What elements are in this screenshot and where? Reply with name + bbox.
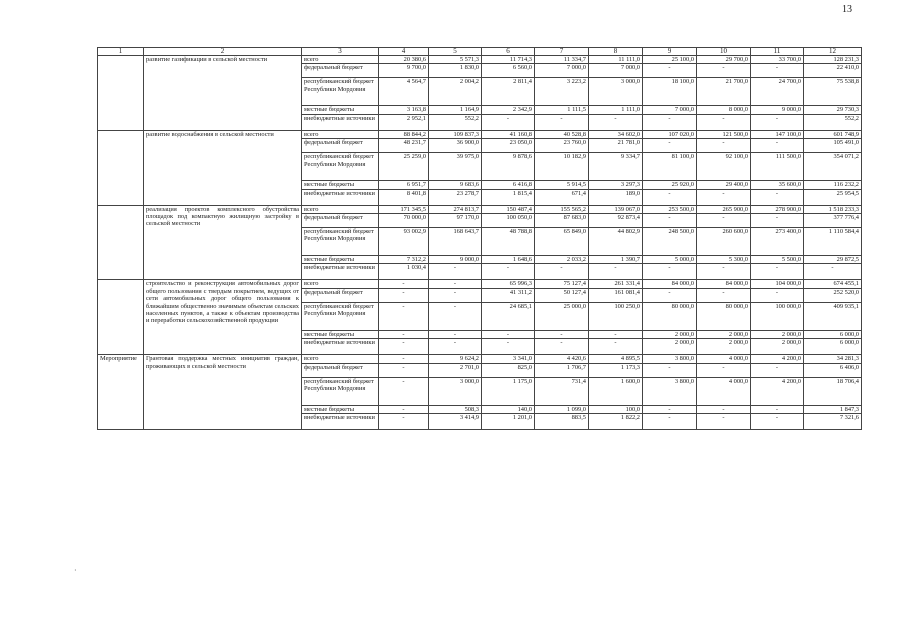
value-cell: 354 071,2 <box>804 153 862 181</box>
value-cell: - <box>482 114 535 130</box>
value-cell: 1 600,0 <box>589 377 643 405</box>
value-cell: 4 000,0 <box>697 355 751 363</box>
value-cell: 7 321,6 <box>804 414 862 430</box>
value-cell: 84 000,0 <box>643 280 697 288</box>
value-cell: 29 400,0 <box>697 181 751 189</box>
value-cell: 2 000,0 <box>697 330 751 338</box>
value-cell: - <box>535 330 589 338</box>
value-cell: 25 954,5 <box>804 189 862 205</box>
value-cell: 3 000,0 <box>589 78 643 106</box>
value-cell: 6 416,8 <box>482 181 535 189</box>
value-cell: - <box>482 264 535 280</box>
value-cell: 7 312,2 <box>379 256 429 264</box>
value-cell: 260 600,0 <box>697 228 751 256</box>
value-cell: 674 455,1 <box>804 280 862 288</box>
value-cell: 150 487,4 <box>482 205 535 213</box>
value-cell: 41 160,8 <box>482 130 535 138</box>
funding-source-cell: федеральный бюджет <box>302 64 379 78</box>
value-cell: 33 700,0 <box>751 56 804 64</box>
value-cell: 109 837,3 <box>429 130 482 138</box>
value-cell: 4 200,0 <box>751 355 804 363</box>
header-cell: 5 <box>429 48 482 56</box>
value-cell: 44 802,9 <box>589 228 643 256</box>
value-cell: 80 000,0 <box>697 302 751 330</box>
value-cell: 6 951,7 <box>379 181 429 189</box>
value-cell: 4 895,5 <box>589 355 643 363</box>
value-cell: 35 600,0 <box>751 181 804 189</box>
value-cell: - <box>379 330 429 338</box>
value-cell: - <box>751 139 804 153</box>
value-cell: 100,0 <box>589 405 643 413</box>
table-row <box>98 56 862 64</box>
value-cell: 4 420,6 <box>535 355 589 363</box>
value-cell: - <box>751 264 804 280</box>
value-cell: - <box>379 355 429 363</box>
value-cell: - <box>751 114 804 130</box>
value-cell: 6 560,0 <box>482 64 535 78</box>
value-cell: - <box>379 339 429 355</box>
value-cell: 147 100,0 <box>751 130 804 138</box>
value-cell: 18 100,0 <box>643 78 697 106</box>
measure-title-cell: развитие водоснабжения в сельской местности <box>144 130 302 205</box>
header-cell: 8 <box>589 48 643 56</box>
value-cell: 9 878,6 <box>482 153 535 181</box>
value-cell: 1 111,0 <box>589 106 643 114</box>
funding-source-cell: внебюджетные источники <box>302 414 379 430</box>
value-cell: 825,0 <box>482 363 535 377</box>
value-cell: 8 000,0 <box>697 106 751 114</box>
value-cell: 4 200,0 <box>751 377 804 405</box>
value-cell: 731,4 <box>535 377 589 405</box>
funding-source-cell: республиканский бюджет Республики Мордовия <box>302 377 379 405</box>
value-cell: - <box>589 339 643 355</box>
value-cell: - <box>429 339 482 355</box>
value-cell: 1 830,0 <box>429 64 482 78</box>
header-cell: 4 <box>379 48 429 56</box>
header-cell: 10 <box>697 48 751 56</box>
value-cell: 128 231,3 <box>804 56 862 64</box>
funding-source-cell: всего <box>302 355 379 363</box>
value-cell: 104 000,0 <box>751 280 804 288</box>
value-cell: 70 000,0 <box>379 214 429 228</box>
header-cell: 1 <box>98 48 144 56</box>
value-cell: - <box>751 214 804 228</box>
funding-source-cell: внебюджетные источники <box>302 264 379 280</box>
value-cell: 248 500,0 <box>643 228 697 256</box>
value-cell: 29 700,0 <box>697 56 751 64</box>
value-cell: 552,2 <box>804 114 862 130</box>
value-cell: 2 000,0 <box>643 339 697 355</box>
value-cell: - <box>482 330 535 338</box>
value-cell: - <box>535 264 589 280</box>
value-cell: 80 000,0 <box>643 302 697 330</box>
value-cell: - <box>643 288 697 302</box>
value-cell: 40 528,8 <box>535 130 589 138</box>
value-cell: 3 800,0 <box>643 377 697 405</box>
value-cell: 1 706,7 <box>535 363 589 377</box>
value-cell: - <box>643 64 697 78</box>
value-cell: 409 935,1 <box>804 302 862 330</box>
value-cell: 168 643,7 <box>429 228 482 256</box>
value-cell: 65 849,0 <box>535 228 589 256</box>
value-cell: 3 000,0 <box>429 377 482 405</box>
value-cell: 100 000,0 <box>751 302 804 330</box>
value-cell: - <box>804 264 862 280</box>
table-header-row <box>98 48 862 56</box>
value-cell: 3 163,8 <box>379 106 429 114</box>
value-cell: - <box>379 302 429 330</box>
value-cell: 7 000,0 <box>535 64 589 78</box>
value-cell: 1 173,3 <box>589 363 643 377</box>
funding-source-cell: республиканский бюджет Республики Мордовия <box>302 153 379 181</box>
value-cell: 4 564,7 <box>379 78 429 106</box>
header-cell: 12 <box>804 48 862 56</box>
value-cell: 18 706,4 <box>804 377 862 405</box>
value-cell: 105 491,0 <box>804 139 862 153</box>
value-cell: 155 565,2 <box>535 205 589 213</box>
header-cell: 7 <box>535 48 589 56</box>
value-cell: - <box>697 114 751 130</box>
value-cell: 278 900,0 <box>751 205 804 213</box>
value-cell: 29 872,5 <box>804 256 862 264</box>
value-cell: 88 844,2 <box>379 130 429 138</box>
value-cell: - <box>429 302 482 330</box>
value-cell: 111 500,0 <box>751 153 804 181</box>
header-cell: 11 <box>751 48 804 56</box>
funding-source-cell: республиканский бюджет Республики Мордовия <box>302 302 379 330</box>
funding-source-cell: всего <box>302 130 379 138</box>
value-cell: 3 341,0 <box>482 355 535 363</box>
value-cell: - <box>482 339 535 355</box>
value-cell: 1 390,7 <box>589 256 643 264</box>
value-cell: 48 231,7 <box>379 139 429 153</box>
header-cell: 3 <box>302 48 379 56</box>
table-row <box>98 205 862 213</box>
value-cell: 601 748,9 <box>804 130 862 138</box>
value-cell: 65 996,3 <box>482 280 535 288</box>
value-cell: 252 520,0 <box>804 288 862 302</box>
funding-source-cell: республиканский бюджет Республики Мордовия <box>302 78 379 106</box>
value-cell: 24 685,1 <box>482 302 535 330</box>
value-cell: 21 781,0 <box>589 139 643 153</box>
value-cell: 171 345,5 <box>379 205 429 213</box>
value-cell: 2 000,0 <box>751 330 804 338</box>
value-cell: 9 700,0 <box>379 64 429 78</box>
value-cell: 50 127,4 <box>535 288 589 302</box>
value-cell: - <box>379 280 429 288</box>
value-cell: 1 175,0 <box>482 377 535 405</box>
budget-table <box>97 47 862 430</box>
funding-source-cell: местные бюджеты <box>302 256 379 264</box>
value-cell: 265 900,0 <box>697 205 751 213</box>
value-cell: 87 683,0 <box>535 214 589 228</box>
value-cell: 25 100,0 <box>643 56 697 64</box>
value-cell: 92 100,0 <box>697 153 751 181</box>
value-cell: - <box>589 264 643 280</box>
value-cell: 10 182,9 <box>535 153 589 181</box>
value-cell: 9 000,0 <box>751 106 804 114</box>
value-cell: 2 811,4 <box>482 78 535 106</box>
measure-title-cell: развитие газификации в сельской местности <box>144 56 302 131</box>
value-cell: - <box>751 288 804 302</box>
category-cell <box>98 205 144 280</box>
value-cell: - <box>535 339 589 355</box>
value-cell: 121 500,0 <box>697 130 751 138</box>
value-cell: 5 000,0 <box>643 256 697 264</box>
value-cell: 39 975,0 <box>429 153 482 181</box>
value-cell: 1 099,0 <box>535 405 589 413</box>
table-row <box>98 130 862 138</box>
value-cell: 1 822,2 <box>589 414 643 430</box>
value-cell: - <box>379 405 429 413</box>
value-cell: 23 760,0 <box>535 139 589 153</box>
value-cell: 7 000,0 <box>643 106 697 114</box>
value-cell: - <box>379 377 429 405</box>
value-cell: 139 067,0 <box>589 205 643 213</box>
category-cell <box>98 130 144 205</box>
value-cell: 11 111,0 <box>589 56 643 64</box>
value-cell: 97 170,0 <box>429 214 482 228</box>
value-cell: 34 602,0 <box>589 130 643 138</box>
value-cell: 2 004,2 <box>429 78 482 106</box>
value-cell: - <box>697 363 751 377</box>
value-cell: 6 406,0 <box>804 363 862 377</box>
value-cell: 5 571,3 <box>429 56 482 64</box>
funding-source-cell: всего <box>302 56 379 64</box>
value-cell: 6 000,0 <box>804 330 862 338</box>
value-cell: 9 334,7 <box>589 153 643 181</box>
value-cell: 9 000,0 <box>429 256 482 264</box>
category-cell <box>98 280 144 355</box>
value-cell: 11 714,3 <box>482 56 535 64</box>
measure-title-cell: строительство и реконструкция автомобильных дорог общего пользования с твердым покрытием, ведущих от сети автомобильных дорог общего пользования к ближайшим общественно значимым объектам сельских населенных пунктов, а также к объектам производства и переработки сельскохозяйственной продукции <box>144 280 302 355</box>
value-cell: 34 281,3 <box>804 355 862 363</box>
value-cell: 21 700,0 <box>697 78 751 106</box>
value-cell: - <box>643 189 697 205</box>
value-cell: - <box>751 405 804 413</box>
value-cell: 1 815,4 <box>482 189 535 205</box>
value-cell: 2 701,0 <box>429 363 482 377</box>
value-cell: - <box>643 214 697 228</box>
value-cell: - <box>643 114 697 130</box>
value-cell: 1 648,6 <box>482 256 535 264</box>
funding-source-cell: внебюджетные источники <box>302 189 379 205</box>
funding-source-cell: федеральный бюджет <box>302 363 379 377</box>
value-cell: 1 030,4 <box>379 264 429 280</box>
value-cell: - <box>379 288 429 302</box>
value-cell: 3 223,2 <box>535 78 589 106</box>
value-cell: - <box>379 414 429 430</box>
value-cell: 1 111,5 <box>535 106 589 114</box>
value-cell: - <box>429 264 482 280</box>
value-cell: - <box>751 189 804 205</box>
header-cell: 9 <box>643 48 697 56</box>
funding-source-cell: всего <box>302 280 379 288</box>
value-cell: - <box>643 405 697 413</box>
measure-title-cell: реализация проектов комплексного обустройства площадок под компактную жилищную застройку в сельской местности <box>144 205 302 280</box>
value-cell: 5 500,0 <box>751 256 804 264</box>
value-cell: - <box>429 288 482 302</box>
value-cell: 9 683,6 <box>429 181 482 189</box>
value-cell: 75 127,4 <box>535 280 589 288</box>
value-cell: - <box>589 330 643 338</box>
value-cell: 508,3 <box>429 405 482 413</box>
value-cell: - <box>643 363 697 377</box>
funding-source-cell: федеральный бюджет <box>302 214 379 228</box>
value-cell: 107 020,0 <box>643 130 697 138</box>
funding-source-cell: федеральный бюджет <box>302 139 379 153</box>
value-cell: 1 201,0 <box>482 414 535 430</box>
value-cell: - <box>429 330 482 338</box>
value-cell: 81 100,0 <box>643 153 697 181</box>
value-cell: - <box>751 64 804 78</box>
value-cell: 36 900,0 <box>429 139 482 153</box>
value-cell: 7 000,0 <box>589 64 643 78</box>
value-cell: 377 776,4 <box>804 214 862 228</box>
value-cell: 29 730,3 <box>804 106 862 114</box>
value-cell: 2 000,0 <box>697 339 751 355</box>
value-cell: 161 081,4 <box>589 288 643 302</box>
header-cell: 2 <box>144 48 302 56</box>
value-cell: 41 311,2 <box>482 288 535 302</box>
scan-mark: · <box>74 566 77 575</box>
value-cell: 25 259,0 <box>379 153 429 181</box>
value-cell: 261 331,4 <box>589 280 643 288</box>
value-cell: - <box>697 405 751 413</box>
value-cell: - <box>751 363 804 377</box>
value-cell: 23 278,7 <box>429 189 482 205</box>
value-cell: 3 297,3 <box>589 181 643 189</box>
value-cell: 25 920,0 <box>643 181 697 189</box>
value-cell: 1 164,9 <box>429 106 482 114</box>
value-cell: - <box>643 264 697 280</box>
value-cell: 75 538,8 <box>804 78 862 106</box>
header-cell: 6 <box>482 48 535 56</box>
value-cell: - <box>589 114 643 130</box>
value-cell: 671,4 <box>535 189 589 205</box>
value-cell: 883,5 <box>535 414 589 430</box>
funding-source-cell: федеральный бюджет <box>302 288 379 302</box>
funding-source-cell: местные бюджеты <box>302 106 379 114</box>
value-cell: 2 342,9 <box>482 106 535 114</box>
value-cell: - <box>697 214 751 228</box>
value-cell: 22 410,0 <box>804 64 862 78</box>
value-cell: 1 847,3 <box>804 405 862 413</box>
category-cell: Мероприятие <box>98 355 144 430</box>
value-cell: 84 000,0 <box>697 280 751 288</box>
measure-title-cell: Грантовая поддержка местных инициатив граждан, проживающих в сельской местности <box>144 355 302 430</box>
funding-source-cell: внебюджетные источники <box>302 339 379 355</box>
value-cell: - <box>697 288 751 302</box>
value-cell: 5 914,5 <box>535 181 589 189</box>
value-cell: 23 050,0 <box>482 139 535 153</box>
value-cell: 3 414,9 <box>429 414 482 430</box>
value-cell: - <box>643 414 697 430</box>
value-cell: 9 624,2 <box>429 355 482 363</box>
value-cell: 1 110 584,4 <box>804 228 862 256</box>
value-cell: - <box>429 280 482 288</box>
value-cell: 2 033,2 <box>535 256 589 264</box>
table-row <box>98 280 862 288</box>
value-cell: 189,0 <box>589 189 643 205</box>
table-row <box>98 355 862 363</box>
value-cell: 140,0 <box>482 405 535 413</box>
value-cell: - <box>751 414 804 430</box>
value-cell: - <box>643 139 697 153</box>
value-cell: 1 518 233,3 <box>804 205 862 213</box>
value-cell: 11 334,7 <box>535 56 589 64</box>
value-cell: 48 788,8 <box>482 228 535 256</box>
value-cell: 116 232,2 <box>804 181 862 189</box>
funding-source-cell: всего <box>302 205 379 213</box>
value-cell: 253 500,0 <box>643 205 697 213</box>
value-cell: 2 000,0 <box>751 339 804 355</box>
value-cell: 4 000,0 <box>697 377 751 405</box>
funding-source-cell: местные бюджеты <box>302 181 379 189</box>
funding-source-cell: местные бюджеты <box>302 405 379 413</box>
value-cell: 6 000,0 <box>804 339 862 355</box>
value-cell: - <box>697 264 751 280</box>
value-cell: 25 000,0 <box>535 302 589 330</box>
value-cell: 8 401,8 <box>379 189 429 205</box>
value-cell: 20 380,6 <box>379 56 429 64</box>
value-cell: 3 800,0 <box>643 355 697 363</box>
funding-source-cell: внебюджетные источники <box>302 114 379 130</box>
category-cell <box>98 56 144 131</box>
value-cell: - <box>379 363 429 377</box>
value-cell: - <box>697 414 751 430</box>
funding-source-cell: республиканский бюджет Республики Мордовия <box>302 228 379 256</box>
value-cell: 92 873,4 <box>589 214 643 228</box>
value-cell: 100 250,0 <box>589 302 643 330</box>
value-cell: - <box>697 189 751 205</box>
value-cell: 273 400,0 <box>751 228 804 256</box>
value-cell: - <box>535 114 589 130</box>
value-cell: 24 700,0 <box>751 78 804 106</box>
value-cell: - <box>697 139 751 153</box>
value-cell: 2 000,0 <box>643 330 697 338</box>
value-cell: 5 300,0 <box>697 256 751 264</box>
value-cell: - <box>697 64 751 78</box>
value-cell: 2 952,1 <box>379 114 429 130</box>
value-cell: 100 050,0 <box>482 214 535 228</box>
value-cell: 274 813,7 <box>429 205 482 213</box>
value-cell: 552,2 <box>429 114 482 130</box>
funding-source-cell: местные бюджеты <box>302 330 379 338</box>
value-cell: 93 002,9 <box>379 228 429 256</box>
page-number: 13 <box>842 4 852 15</box>
